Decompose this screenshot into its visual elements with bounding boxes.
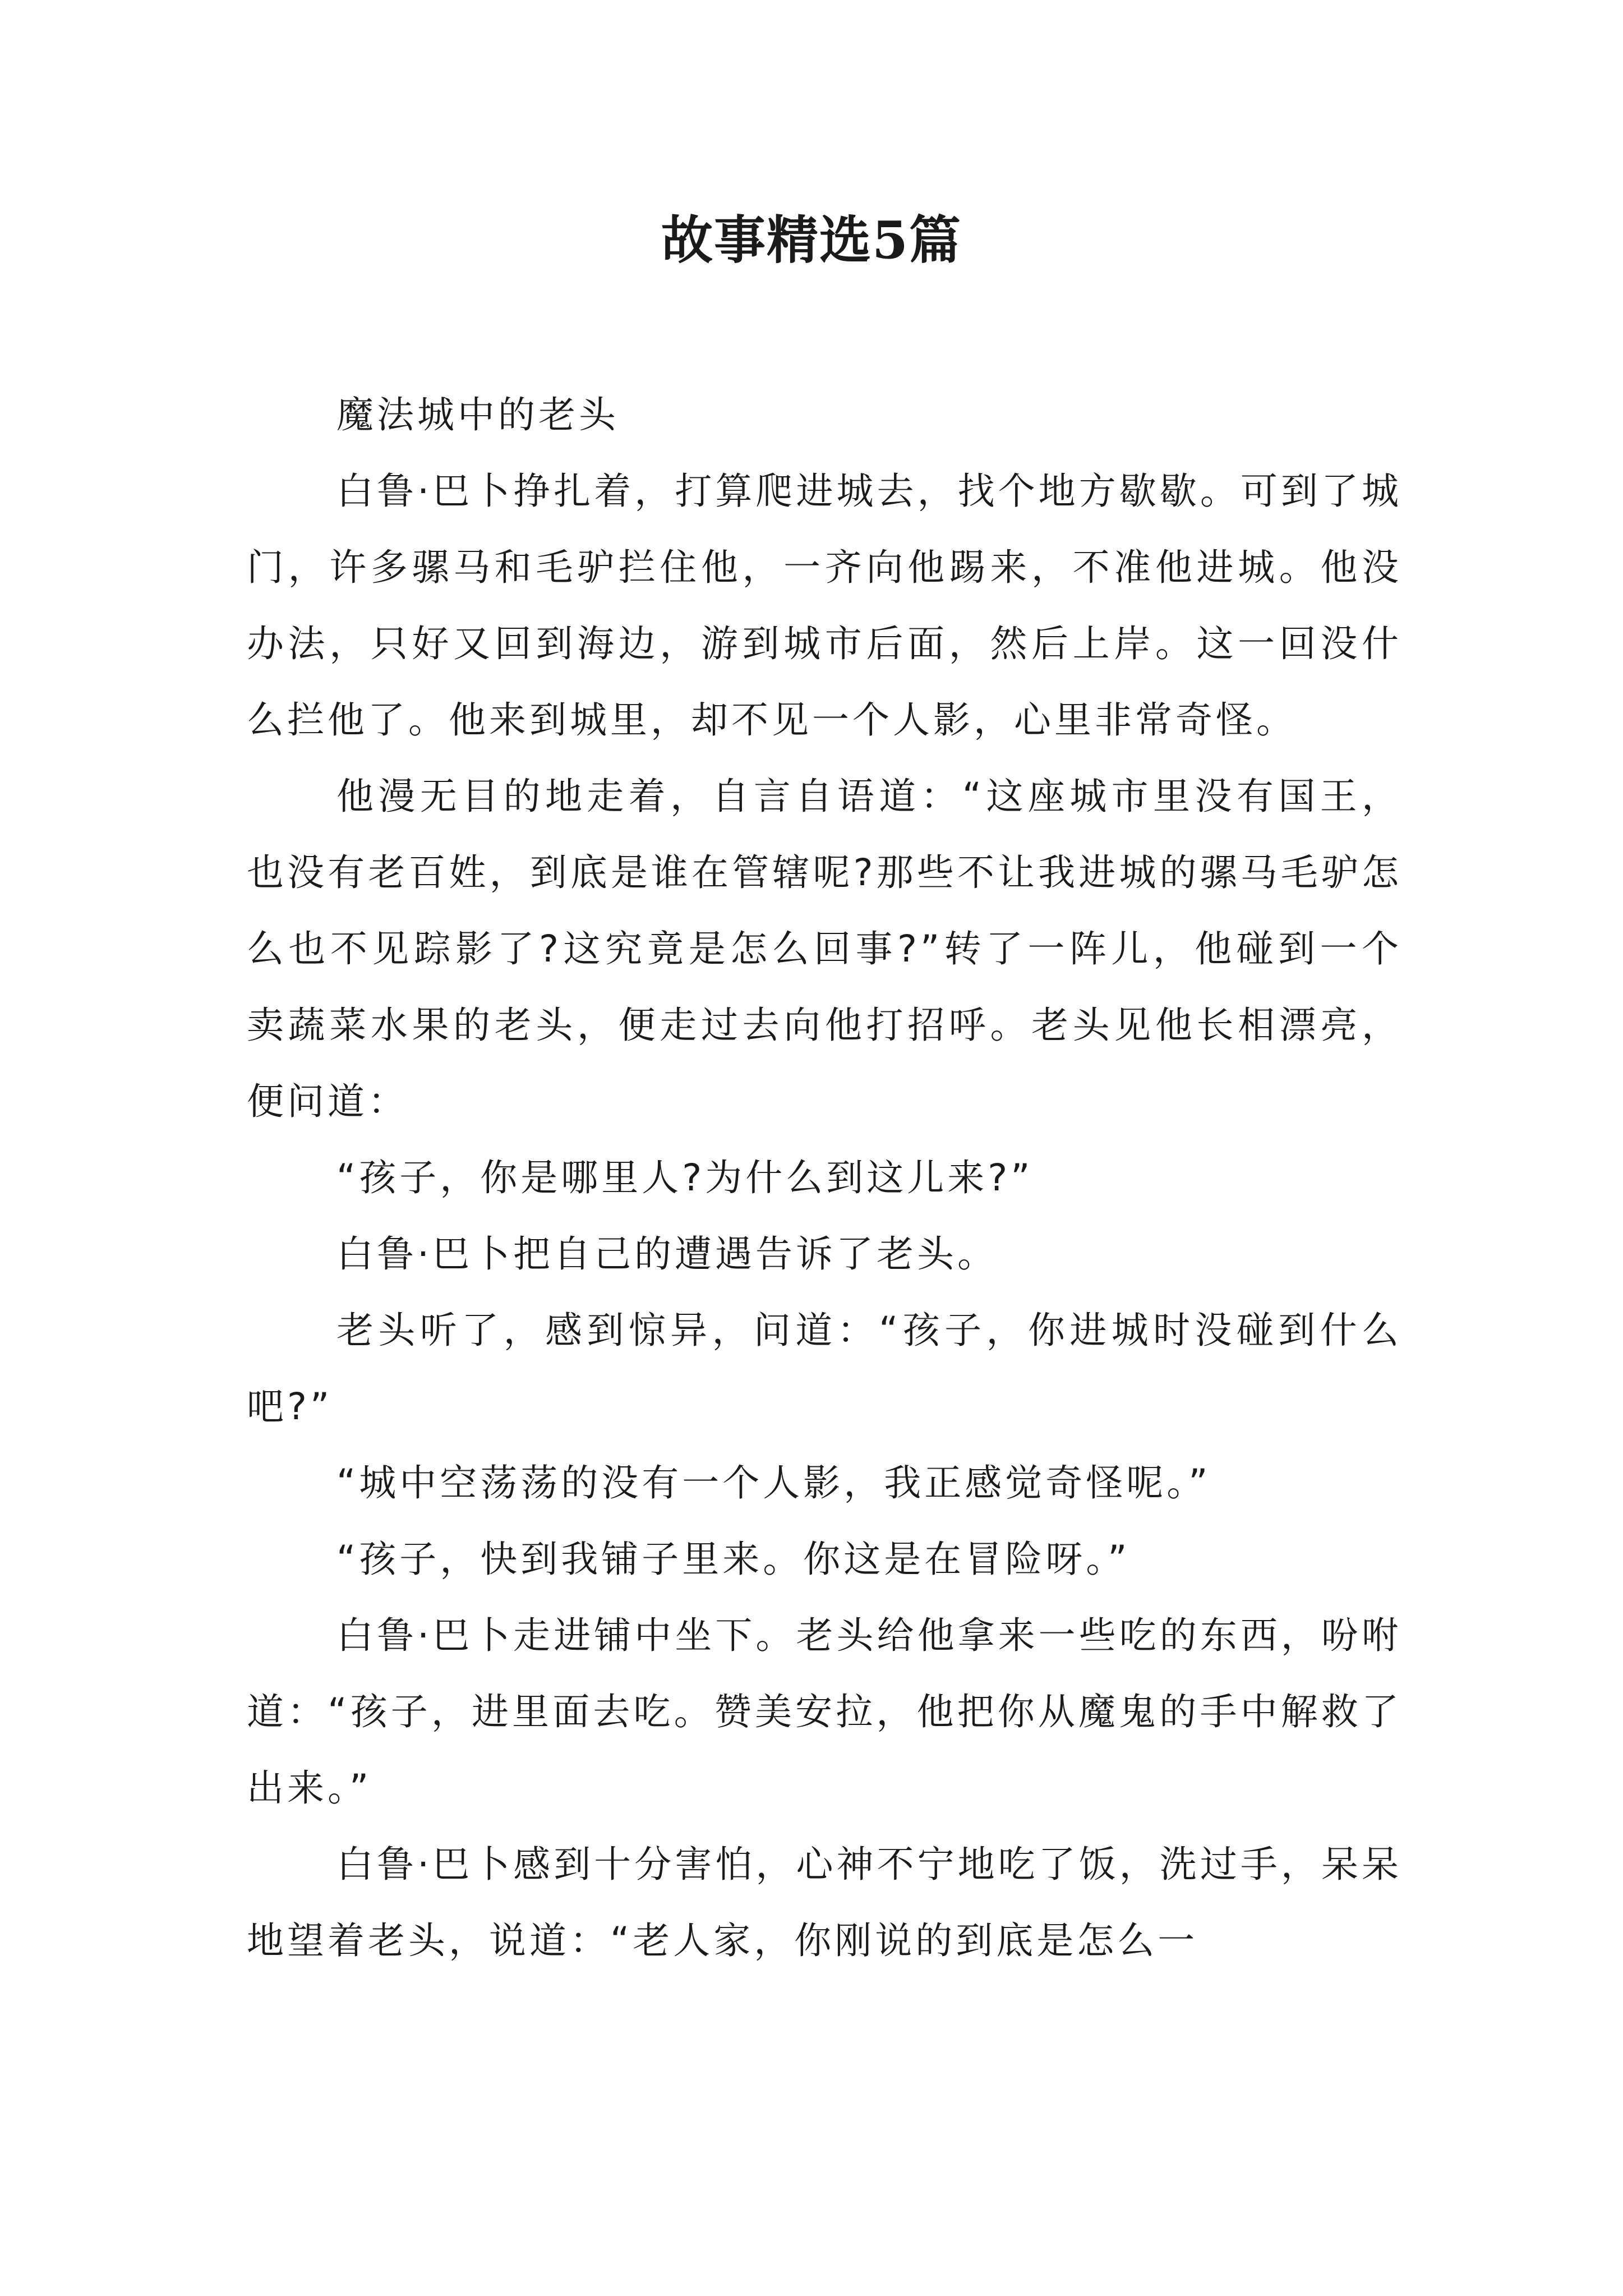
- paragraph: 白鲁·巴卜走进铺中坐下。老头给他拿来一些吃的东西，吩咐道：“孩子，进里面去吃。赞美安拉，他把你从魔鬼的手中解救了出来。”: [247, 1614, 1402, 1810]
- paragraph: “城中空荡荡的没有一个人影，我正感觉奇怪呢。”: [336, 1461, 1211, 1504]
- story-heading: 魔法城中的老头: [336, 393, 619, 436]
- paragraph: 白鲁·巴卜把自己的遭遇告诉了老头。: [336, 1232, 998, 1276]
- paragraph: 白鲁·巴卜挣扎着，打算爬进城去，找个地方歇歇。可到了城门，许多骡马和毛驴拦住他，一齐向他踢来，不准他进城。他没办法，只好又回到海边，游到城市后面，然后上岸。这一回没什么拦他了。他来到城里，却不见一个人影，心里非常奇怪。: [247, 470, 1402, 742]
- document-body: [247, 377, 1402, 1979]
- document-title: 故事精选5篇: [661, 210, 962, 270]
- paragraph: “孩子，你是哪里人?为什么到这儿来?”: [336, 1156, 1034, 1199]
- paragraph: 他漫无目的地走着，自言自语道：“这座城市里没有国王，也没有老百姓，到底是谁在管辖呢?那些不让我进城的骡马毛驴怎么也不见踪影了?这究竟是怎么回事?”转了一阵儿，他碰到一个卖蔬菜水果的老头，便走过去向他打招呼。老头见他长相漂亮，便问道：: [247, 775, 1402, 1123]
- paragraph: “孩子，快到我铺子里来。你这是在冒险呀。”: [336, 1538, 1131, 1581]
- paragraph: 白鲁·巴卜感到十分害怕，心神不宁地吃了饭，洗过手，呆呆地望着老头，说道：“老人家，你刚说的到底是怎么一: [247, 1843, 1402, 1962]
- paragraph: 老头听了，感到惊异，问道：“孩子，你进城时没碰到什么吧?”: [247, 1309, 1402, 1428]
